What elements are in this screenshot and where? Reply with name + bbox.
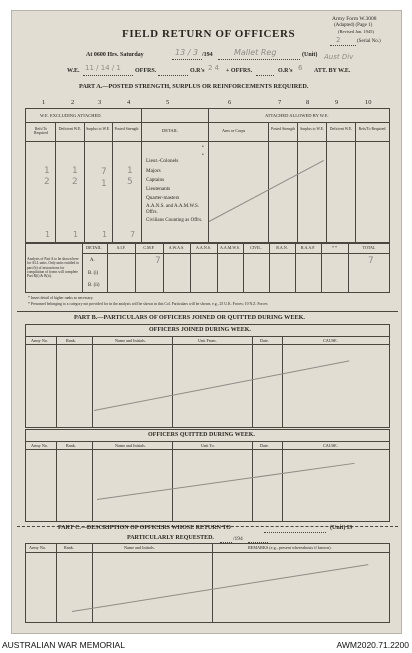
analysis-col-head: R.A.N.: [276, 245, 288, 250]
analysis-handwriting: 7: [368, 256, 374, 266]
joined-rule: [25, 336, 390, 337]
we-line: [83, 75, 133, 76]
analysis-divider: [217, 243, 218, 293]
col-head-6: Arm or Corps: [222, 128, 246, 133]
analysis-row-label: B. (i): [88, 271, 99, 276]
offrs-label: OFFRS.: [135, 68, 157, 74]
joined-divider: [172, 336, 173, 428]
analysis-divider: [190, 243, 191, 293]
joined-col-head: Army No.: [31, 338, 48, 343]
footnote: * Personnel belonging to a category not provided for in the analysis will be shown in this Col. Particulars will be shown, e.g., 25 U.K. Forces; 10 N.Z. Forces: [28, 302, 268, 306]
joined-heading: OFFICERS JOINED DURING WEEK.: [149, 327, 251, 333]
col-divider: [268, 122, 269, 243]
form-number: Army Form W.3008: [332, 16, 377, 22]
handwritten-tally: 1: [73, 230, 79, 239]
part-c-date: /194: [233, 536, 243, 542]
joined-col-head: Name and Initials.: [115, 338, 146, 343]
analysis-row-label: A.: [90, 258, 95, 263]
handwritten-tally: 2: [44, 177, 50, 187]
rank-label: Lieut.-Colonels: [146, 158, 179, 164]
we-handwriting: 11 / 14 / 1: [85, 64, 121, 72]
analysis-divider: [348, 243, 349, 293]
rank-label: Quarter-masters: [146, 195, 180, 201]
handwritten-tally: 1: [72, 166, 78, 176]
joined-divider: [252, 336, 253, 428]
we-excl-label: W.E. EXCLUDING ATTACHED.: [40, 113, 102, 118]
form-sheet: [11, 10, 402, 634]
col-head-1: Refs/To Required: [34, 127, 48, 135]
form-revised: (Revised Jan. 1945): [338, 29, 374, 34]
joined-col-head: Unit From.: [198, 338, 217, 343]
analysis-col-head: TOTAL: [362, 245, 376, 250]
plus-offrs-line: [256, 75, 274, 76]
col-head-7: Posted Strength: [271, 127, 295, 131]
col-divider: [297, 122, 298, 243]
quitted-divider: [56, 441, 57, 522]
part-c-divider: [56, 543, 57, 623]
analysis-col-head: CIVIL.: [250, 245, 262, 250]
analysis-divider: [295, 243, 296, 293]
part-c-head-rule: [25, 552, 390, 553]
col-head-5: DETAIL: [162, 128, 178, 133]
quitted-rule: [25, 441, 390, 442]
ors-label: O.R's: [190, 68, 205, 74]
joined-col-head: Rank.: [66, 338, 76, 343]
analysis-divider: [321, 243, 322, 293]
quitted-divider: [282, 441, 283, 522]
quitted-divider: [172, 441, 173, 522]
handwritten-tally: 2: [72, 177, 78, 187]
unit-handwriting: Mallet Reg: [234, 48, 277, 57]
handwritten-tally: 1: [127, 166, 133, 176]
col-number-7: 7: [278, 99, 282, 106]
col-divider: [141, 108, 142, 243]
ors2-handwriting: 6: [298, 64, 303, 72]
we-label: W.E.: [67, 68, 80, 74]
part-c-unit-is: (Unit) IS: [330, 525, 353, 531]
footer-institution: AUSTRALIAN WAR MEMORIAL: [2, 640, 125, 650]
quitted-col-head: CAUSE.: [323, 443, 338, 448]
part-c-heading: PART C.—DESCRIPTION OF OFFICERS WHOSE RETURN TO: [58, 525, 231, 531]
part-c-unit-line: [264, 532, 326, 533]
col-head-4: Posted Strength: [114, 127, 139, 131]
part-c-table: [25, 543, 390, 623]
col-number-8: 8: [306, 99, 310, 106]
quitted-col-head: Unit To.: [201, 443, 215, 448]
quitted-divider: [252, 441, 253, 522]
footer-accession: AWM2020.71.2200: [336, 640, 409, 650]
date-line: [172, 59, 202, 60]
col-divider: [112, 122, 113, 243]
unit-line: [218, 59, 300, 60]
ors2-label: O.R's: [278, 68, 293, 74]
joined-col-head: Date.: [260, 338, 269, 343]
higher-rank-bullet: •: [202, 153, 204, 158]
analysis-detail-label: DETAIL: [86, 245, 102, 250]
col-head-10: Refs/To Required: [358, 127, 386, 131]
handwritten-tally: 7: [130, 230, 136, 239]
analysis-divider: [243, 243, 244, 293]
col-number-5: 5: [166, 99, 170, 106]
handwritten-tally: 1: [45, 230, 51, 239]
handwritten-tally: 1: [102, 230, 108, 239]
analysis-divider: [163, 243, 164, 293]
serial-line: [330, 45, 356, 46]
analysis-row-label: B. (ii): [88, 283, 100, 288]
unit2-handwriting: Aust Div: [324, 53, 354, 61]
col-head-3: Surplus to W.E.: [86, 127, 110, 131]
part-c-divider: [212, 543, 213, 623]
form-adapted: (Adapted) (Page 1): [334, 23, 373, 28]
part-c-requested: PARTICULARLY REQUESTED.: [127, 535, 214, 541]
col-divider: [84, 122, 85, 243]
col-number-2: 2: [71, 99, 75, 106]
col-divider: [326, 122, 327, 243]
serial-label: (Serial No.): [357, 39, 381, 44]
rank-label: Majors: [146, 168, 161, 174]
analysis-table: [25, 243, 390, 293]
plus-offrs-label: + OFFRS.: [226, 68, 253, 74]
quitted-heading: OFFICERS QUITTED DURING WEEK.: [148, 432, 255, 438]
quitted-col-head: Rank.: [66, 443, 76, 448]
date-handwriting: 13 / 3: [175, 48, 199, 57]
quitted-col-head: Army No.: [31, 443, 48, 448]
col-head-8: Surplus to W.E.: [300, 127, 324, 131]
analysis-col-head: A.W.A.S.: [168, 245, 185, 250]
analysis-col-head: R.A.A.F.: [300, 245, 316, 250]
part-c-divider: [92, 543, 93, 623]
quitted-col-head: Date.: [260, 443, 269, 448]
part-c-col-head: Rank.: [64, 545, 74, 550]
part-c-col-head: Army No.: [29, 545, 46, 550]
att-label: ATT. BY W.E.: [314, 68, 351, 74]
at-line-label: At 0600 Hrs. Saturday: [86, 52, 144, 58]
analysis-col-head: * *: [332, 245, 337, 250]
handwritten-tally: 1: [44, 166, 50, 176]
analysis-handwriting: 7: [155, 256, 161, 266]
analysis-col-head: A.A.N.S.: [196, 245, 211, 250]
handwritten-tally: 1: [101, 179, 107, 189]
part-b-rule: [17, 311, 398, 312]
analysis-header-line: [82, 253, 390, 254]
analysis-col-head: A.A.M.W.S.: [220, 245, 240, 250]
rank-label: Civilians Counting as Offrs.: [146, 218, 203, 223]
part-c-col-head: Name and Initials.: [124, 545, 155, 550]
analysis-col-head: A.I.F.: [116, 245, 126, 250]
rank-label: Captains: [146, 177, 165, 183]
col-head-2: Deficient W.E.: [58, 127, 82, 131]
handwritten-tally: 5: [127, 177, 133, 187]
rank-label: Lieutenants: [146, 186, 171, 192]
col-number-4: 4: [127, 99, 131, 106]
form-title: FIELD RETURN OF OFFICERS: [122, 28, 296, 40]
col-divider: [208, 108, 209, 243]
analysis-divider: [82, 243, 83, 293]
unit-label: (Unit): [302, 52, 318, 58]
col-number-1: 1: [42, 99, 46, 106]
rank-label: A.A.N.S. and A.A.M.W.S. Offrs.: [146, 204, 200, 215]
col-number-6: 6: [228, 99, 232, 106]
col-head-9: Deficient W.E.: [329, 127, 353, 131]
part-c-col-head: REMARKS (e.g., present whereabouts if known).: [248, 545, 332, 550]
col-divider: [55, 122, 56, 243]
joined-head-rule: [25, 344, 390, 345]
col-number-3: 3: [98, 99, 102, 106]
analysis-note: Analysis of Part A to be shown here for ALL units. Only units entitled to part (b) of instructions for compilation of forms will complete Part B(i) & B(ii).: [27, 257, 79, 279]
handwritten-tally: 7: [101, 167, 107, 177]
col-divider: [355, 122, 356, 243]
quitted-head-rule: [25, 449, 390, 450]
serial-handwriting: 2: [336, 36, 341, 44]
offrs-line: [158, 75, 188, 76]
footnote: * Insert detail of higher ranks as necessary.: [28, 296, 94, 300]
quitted-divider: [92, 441, 93, 522]
joined-col-head: CAUSE.: [323, 338, 338, 343]
ors-handwriting: 2 4: [208, 64, 220, 72]
quitted-col-head: Name and Initials.: [115, 443, 146, 448]
col-number-10: 10: [365, 99, 372, 106]
higher-rank-bullet: •: [202, 145, 204, 150]
part-b-heading: PART B.—PARTICULARS OF OFFICERS JOINED OR QUITTED DURING WEEK.: [74, 314, 305, 321]
part-a-heading: PART A.—POSTED STRENGTH, SURPLUS OR REINFORCEMENTS REQUIRED.: [79, 83, 309, 90]
analysis-divider: [269, 243, 270, 293]
analysis-divider: [107, 243, 108, 293]
joined-divider: [56, 336, 57, 428]
footer-bar: [0, 638, 412, 653]
analysis-col-head: C.M.F.: [143, 245, 155, 250]
col-number-9: 9: [335, 99, 339, 106]
joined-divider: [282, 336, 283, 428]
attached-label: ATTACHED ALLOWED BY W.E.: [265, 113, 329, 118]
joined-divider: [92, 336, 93, 428]
date-suffix: /194: [202, 52, 213, 58]
analysis-divider: [135, 243, 136, 293]
